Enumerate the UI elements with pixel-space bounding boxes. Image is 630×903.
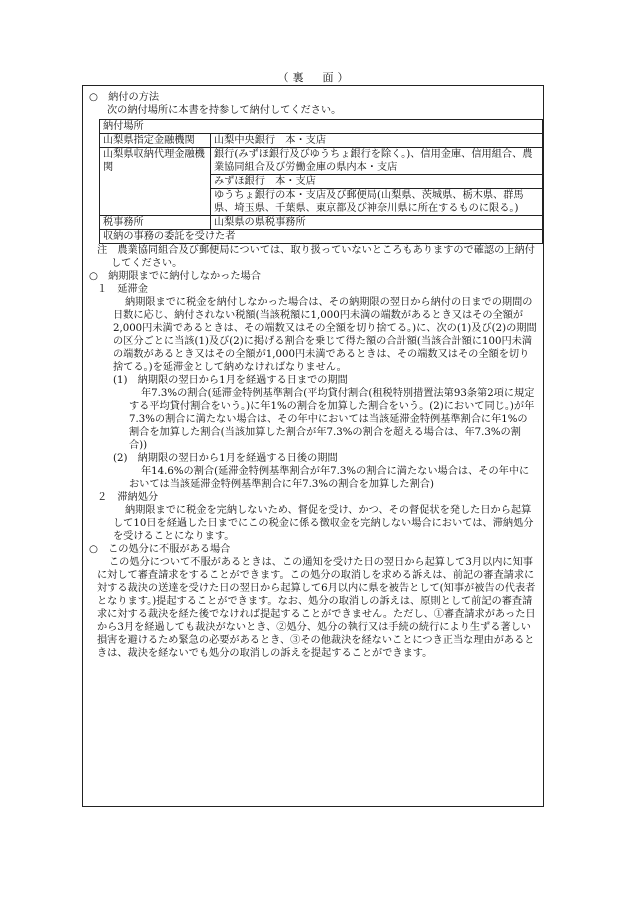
- late-item1-heading: (1) 納期限の翌日から1月を経過する日までの期間: [113, 375, 348, 386]
- late-item2-body: 年14.6%の割合(延滞金特例基準割合が年7.3%の割合に満たない場合は、その年中においては当該延滞金特例基準割合に年7.3%の割合を加算した割合): [129, 466, 530, 490]
- payment-lead: 次の納付場所に本書を持参して納付してください。: [107, 105, 342, 116]
- late-item2-heading: (2) 納期限の翌日から1月を経過する日後の期間: [113, 453, 338, 464]
- table-value: ゆうちょ銀行の本・支店及び郵便局(山梨県、茨城県、栃木県、群馬県、埼玉県、千葉県、東京都及び神奈川県に所在するものに限る。): [211, 189, 543, 216]
- page-title: （裏 面）: [277, 71, 353, 84]
- payment-note: 注 農業協同組合及び郵便局については、取り扱っていないところもありますので確認の上納付してください。: [97, 245, 535, 269]
- late-item1-body: 年7.3%の割合(延滞金特例基準割合(平均貸付割合(租税特別措置法第93条第2項に規定する平均貸付割合をいう。)に年1%の割合を加算した割合をいう。(2)において同じ。)が年7.3%の割合に満たない場合は、その年中においては当該延滞金特例基準割合に年1%の割合を加算した割合(当該加算した割合が年7.3%の割合を超える場合は、年7.3%の割合)): [129, 388, 535, 451]
- appeal-body: この処分について不服があるときは、この通知を受けた日の翌日から起算して3月以内に知事に対して審査請求をすることができます。この処分の取消しを求める訴えは、前記の審査請求に対する裁決の送達を受けた日の翌日から起算して6月以内に県を被告として(知事が被告の代表者となります。)提起することができます。なお、処分の取消しの訴えは、原則として前記の審査請求に対する裁決を経た後でなければ提起することができません。ただし、①審査請求があった日から3月を経過しても裁決がないとき、②処分、処分の執行又は手続の続行により生ずる著しい損害を避けるため緊急の必要があるとき、③その他裁決を経ないことにつき正当な理由があるときは、裁決を経ないでも処分の取消しの訴えを提起することができます。: [97, 557, 536, 659]
- late-sub2-body: 納期限までに税金を完納しないため、督促を受け、かつ、その督促状を発した日から起算して10日を経過した日までにこの税金に係る徴収金を完納しない場合においては、滞納処分を受けることになります。: [113, 505, 534, 542]
- table-footer: 収納の事務の委託を受けた者: [100, 230, 543, 244]
- notice-frame: [82, 85, 544, 807]
- payment-heading: ○ 納付の方法: [89, 92, 160, 103]
- table-value: 山梨中央銀行 本・支店: [211, 134, 543, 148]
- table-header: 納付場所: [100, 120, 543, 134]
- table-key: 税事務所: [100, 216, 211, 230]
- late-sub2-heading: ２ 滞納処分: [97, 492, 159, 503]
- late-sub1-heading: １ 延滞金: [97, 284, 148, 295]
- payment-places-table: [99, 119, 543, 244]
- appeal-heading: ○ この処分に不服がある場合: [89, 544, 231, 555]
- table-key: 山梨県収納代理金融機関: [100, 148, 211, 216]
- table-value: 銀行(みずほ銀行及びゆうちょ銀行を除く。)、信用金庫、信用組合、農業協同組合及び労働金庫の県内本・支店: [211, 148, 543, 175]
- table-key: 山梨県指定金融機関: [100, 134, 211, 148]
- table-value: みずほ銀行 本・支店: [211, 175, 543, 189]
- late-sub1-body: 納期限までに税金を納付しなかった場合は、その納期限の翌日から納付の日までの期間の日数に応じ、納付されない税額(当該税額に1,000円未満の端数があるとき又はその全額が2,000円未満であるときは、その端数又はその全額を切り捨てる。)に、次の(1)及び(2)の期間の区分ごとに当該(1)及び(2)に掲げる割合を乗じて得た額の合計額(当該合計額に100円未満の端数があるとき又はその全額が1,000円未満であるときは、その端数又はその全額を切り捨てる。)を延滞金として納めなければなりません。: [113, 297, 537, 373]
- late-heading: ○ 納期限までに納付しなかった場合: [89, 271, 261, 282]
- table-value: 山梨県の県税事務所: [211, 216, 543, 230]
